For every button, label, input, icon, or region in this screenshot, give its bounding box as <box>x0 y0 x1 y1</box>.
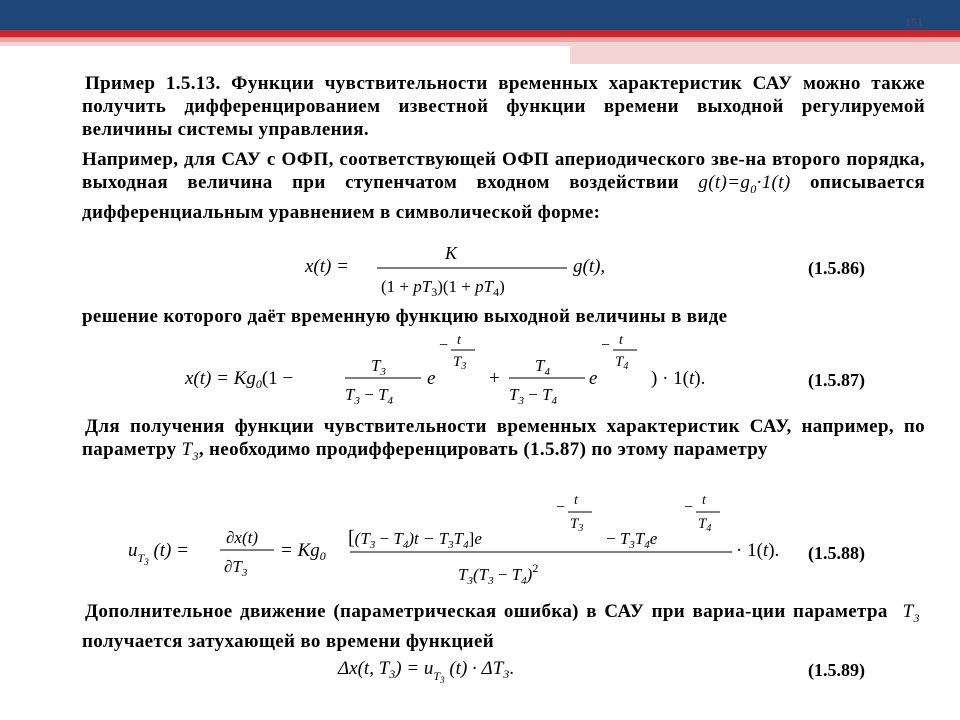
paragraph-sensitivity: Для получения функции чувствительности временных характеристик САУ, например, по параметру $T_3$, необходимо продифференцировать (1.5.87) по этому параметру <box>82 416 925 463</box>
svg-text:∂T3: $\partial T_3$ <box>224 557 248 579</box>
equation-number-86: (1.5.86) <box>808 258 865 278</box>
paragraph-sensitivity-text-2: , необходимо продифференцировать (1.5.87) по этому параметру <box>198 439 768 460</box>
svg-text:+: + <box>489 368 500 389</box>
svg-text:[(T3 − T4)t − T3T4]e: $[(T_3 - T_4)t - T_3T_4]e$ <box>348 527 482 551</box>
paragraph-additional-text: Дополнительное движение (параметрическая ошибка) в САУ при вариа-ции параметра <box>85 601 888 622</box>
paragraph-additional-motion: Дополнительное движение (параметрическая ошибка) в САУ при вариа-ции параметра $T_3$ получается затухающей во времени функцией <box>82 601 920 652</box>
svg-text:x(t) = Kg0(1 −: $x(t) = Kg_0(1$ − <box>185 368 294 391</box>
svg-text:t: t <box>457 333 461 348</box>
svg-text:−: − <box>601 337 611 354</box>
svg-text:T3: $T_3$ <box>570 516 584 534</box>
svg-text:T4: $T_4$ <box>615 354 629 372</box>
equation-1-5-86 <box>305 240 635 304</box>
header-stripe-red <box>0 30 960 37</box>
svg-text:T3 − T4: $T_3 - T_4$ <box>345 385 394 407</box>
page-number: 151 <box>905 15 923 29</box>
equation-1-5-87 <box>185 334 745 418</box>
svg-text:T4: $T_4$ <box>698 516 712 534</box>
svg-text:t: t <box>619 333 623 348</box>
svg-text:∂x(t): ∂x(t) <box>226 528 258 547</box>
svg-text:T3 − T4: $T_3 - T_4$ <box>509 385 558 407</box>
svg-text:Δx(t, T3) = uT3 (t) · ΔT3.: Δx(t, $T_3) = u_T3$ $(t) \cdot \Delta T_3$. <box>338 658 515 685</box>
svg-text:g(t),: g(t), <box>573 256 606 277</box>
svg-text:− T3T4e: − $T_3T_4e$ <box>606 529 658 551</box>
paragraph-example: Пример 1.5.13. Функции чувствительности временных характеристик САУ можно также получить дифференцированием известной функции времени выходной регулируемой величины системы управления. <box>82 73 925 140</box>
equation-1-5-88 <box>128 490 808 604</box>
paragraph-intro-text: Например, для САУ с ОФП, соответствующей ОФП апериодического зве-на второго порядка, выходная величина при ступенчатом входном воздействии <box>82 149 925 193</box>
svg-text:e: e <box>427 368 436 389</box>
slide-header-bar <box>0 0 960 30</box>
paragraph-solution: решение которого даёт временную функцию выходной величины в виде <box>82 306 728 327</box>
svg-text:T3(T3 − T4)2: $T_3(T_3 - T_4)^2$ <box>458 561 539 587</box>
svg-text:−: − <box>556 499 566 516</box>
svg-text:uT3 (t) =: $u_{T_3}$ (t) = <box>128 540 189 567</box>
svg-text:t: t <box>574 493 578 508</box>
equation-1-5-89 <box>338 650 638 694</box>
equation-number-89: (1.5.89) <box>808 660 865 680</box>
header-accent-block <box>570 42 960 64</box>
svg-text:x(t) =: x(t) = <box>305 256 349 277</box>
equation-number-87: (1.5.87) <box>808 370 865 390</box>
paragraph-intro-text-2: описывается дифференциальным уравнением в символической форме: <box>82 172 926 223</box>
equation-number-88: (1.5.88) <box>808 543 865 563</box>
paragraph-intro-eq86: Например, для САУ с ОФП, соответствующей ОФП апериодического зве-на второго порядка, выходная величина при ступенчатом входном воздействии $g(t)=g_0\cdot 1(t)$ описывается дифференциальным уравнением в символической форме: <box>82 149 926 223</box>
paragraph-additional-text-2: получается затухающей во времени функцией <box>82 630 495 652</box>
svg-text:−: − <box>684 499 694 516</box>
svg-text:−: − <box>439 337 449 354</box>
paragraph-sensitivity-text: Для получения функции чувствительности временных характеристик САУ, например, по параметру <box>82 416 925 460</box>
svg-text:T3: $T_3$ <box>453 354 467 372</box>
svg-text:) · 1(t).: ) · 1(t). <box>651 368 706 389</box>
svg-text:(1 + pT3)(1 + pT4): $(1 + pT_3)(1 + pT_4)$ <box>381 277 505 299</box>
svg-text:e: e <box>589 368 598 389</box>
svg-text:t: t <box>702 493 706 508</box>
svg-text:K: K <box>445 243 458 263</box>
svg-text:T3: $T_3$ <box>371 356 386 378</box>
svg-text:· 1(t).: · 1(t). <box>736 540 780 561</box>
svg-text:T4: $T_4$ <box>535 356 550 378</box>
svg-text:= Kg0: = $Kg_0$ <box>280 540 326 563</box>
